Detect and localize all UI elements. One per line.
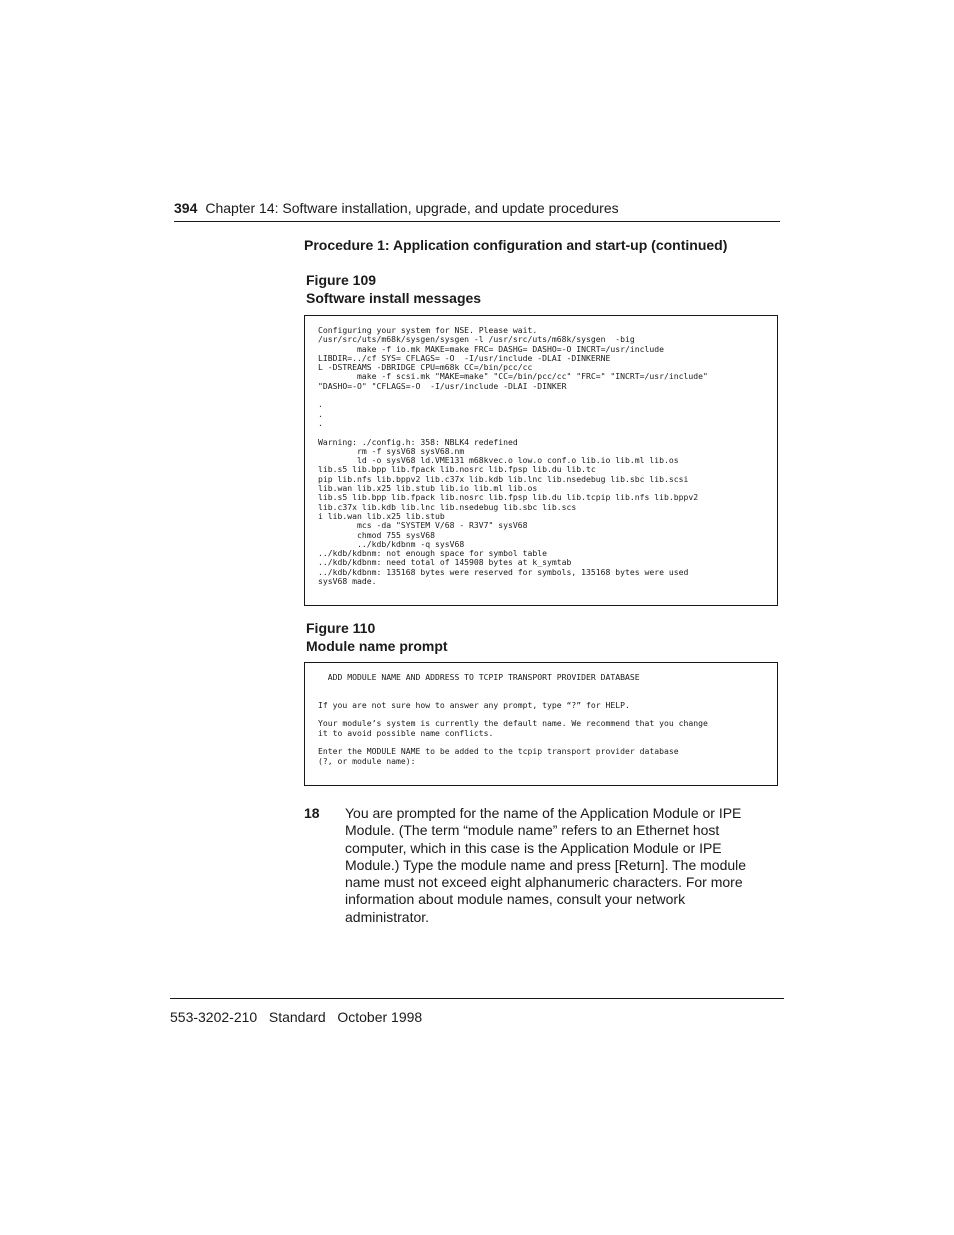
step-number: 18 (304, 805, 320, 821)
document-standard: Standard (268, 1009, 326, 1025)
figure-110-screen (304, 662, 778, 786)
figure-109-label: Figure 109 (306, 272, 377, 288)
figure-110-title: Module name prompt (306, 638, 448, 654)
figure-109-screen-text: Configuring your system for NSE. Please wait. /usr/src/uts/m68k/sysgen/sysgen -l /usr/src/uts/m68k/sysgen -big make -f io.mk MAKE=make FRC= DASHG= DASHO=-O INCRT=/usr/include LIBDIR=../cf SYS= CFLAGS= -O -I/usr/include -DLAI -DINKERNE L -DSTREAMS -DBRIDGE CPU=m68k CC=/bin/pcc/cc make -f scsi.mk "MAKE=make" "CC=/bin/pcc/cc" "FRC=" "INCRT=/usr/include" "DASHO=-O" "CFLAGS=-O -I/usr/include -DLAI -DINKER . . . Warning: ./config.h: 358: NBLK4 redefined rm -f sysV68 sysV68.nm ld -o sysV68 ld.VME131 m68kvec.o low.o conf.o lib.io lib.ml lib.os lib.s5 lib.bpp lib.fpack lib.nosrc lib.fpsp lib.du lib.tc pip lib.nfs lib.bppv2 lib.c37x lib.kdb lib.lnc lib.nsedebug lib.sbc lib.scsi lib.wan lib.x25 lib.stub lib.io lib.ml lib.os lib.s5 lib.bpp lib.fpack lib.nosrc lib.fpsp lib.du lib.tcpip lib.nfs lib.bppv2 lib.c37x lib.kdb lib.lnc lib.nsedebug lib.sbc lib.scs i lib.wan lib.x25 lib.stub mcs -da "SYSTEM V/68 - R3V7" sysV68 chmod 755 sysV68 ../kdb/kdbnm -q sysV68 ../kdb/kdbnm: not enough space for symbol table ../kdb/kdbnm: need total of 145908 bytes at k_symtab ../kdb/kdbnm: 135168 bytes were reserved for symbols, 135168 bytes were used sysV68 made. (318, 325, 708, 587)
figure-109-title: Software install messages (306, 290, 482, 306)
figure-110-caption (306, 619, 448, 655)
figure-109-caption (306, 271, 481, 307)
page-header (174, 199, 780, 222)
step-text: You are prompted for the name of the Application Module or IPE Module. (The term “module name” refers to an Ethernet host computer, which in this case is the Application Module or IPE Module.) Type the module name and press [Return]. The module name must not exceed eight alphanumeric characters. For more information about module names, consult your network administrator. (345, 805, 747, 925)
page-footer (170, 998, 784, 1026)
figure-110-screen-text: ADD MODULE NAME AND ADDRESS TO TCPIP TRANSPORT PROVIDER DATABASE If you are not sure how to answer any prompt, type “?” for HELP. Your module’s system is currently the default name. We recommend that you change it to avoid possible name conflicts. Enter the MODULE NAME to be added to the tcpip transport provider database (?, or module name): (318, 672, 708, 766)
procedure-title: Procedure 1: Application configuration and start-up (continued) (304, 237, 728, 253)
document-number: 553-3202-210 (170, 1009, 258, 1025)
figure-110-label: Figure 110 (306, 620, 376, 636)
step-18 (304, 805, 764, 926)
document-date: October 1998 (337, 1009, 423, 1025)
chapter-title: Chapter 14: Software installation, upgrade, and update procedures (205, 200, 619, 216)
figure-109-screen (304, 315, 778, 606)
page-number: 394 (174, 200, 198, 216)
